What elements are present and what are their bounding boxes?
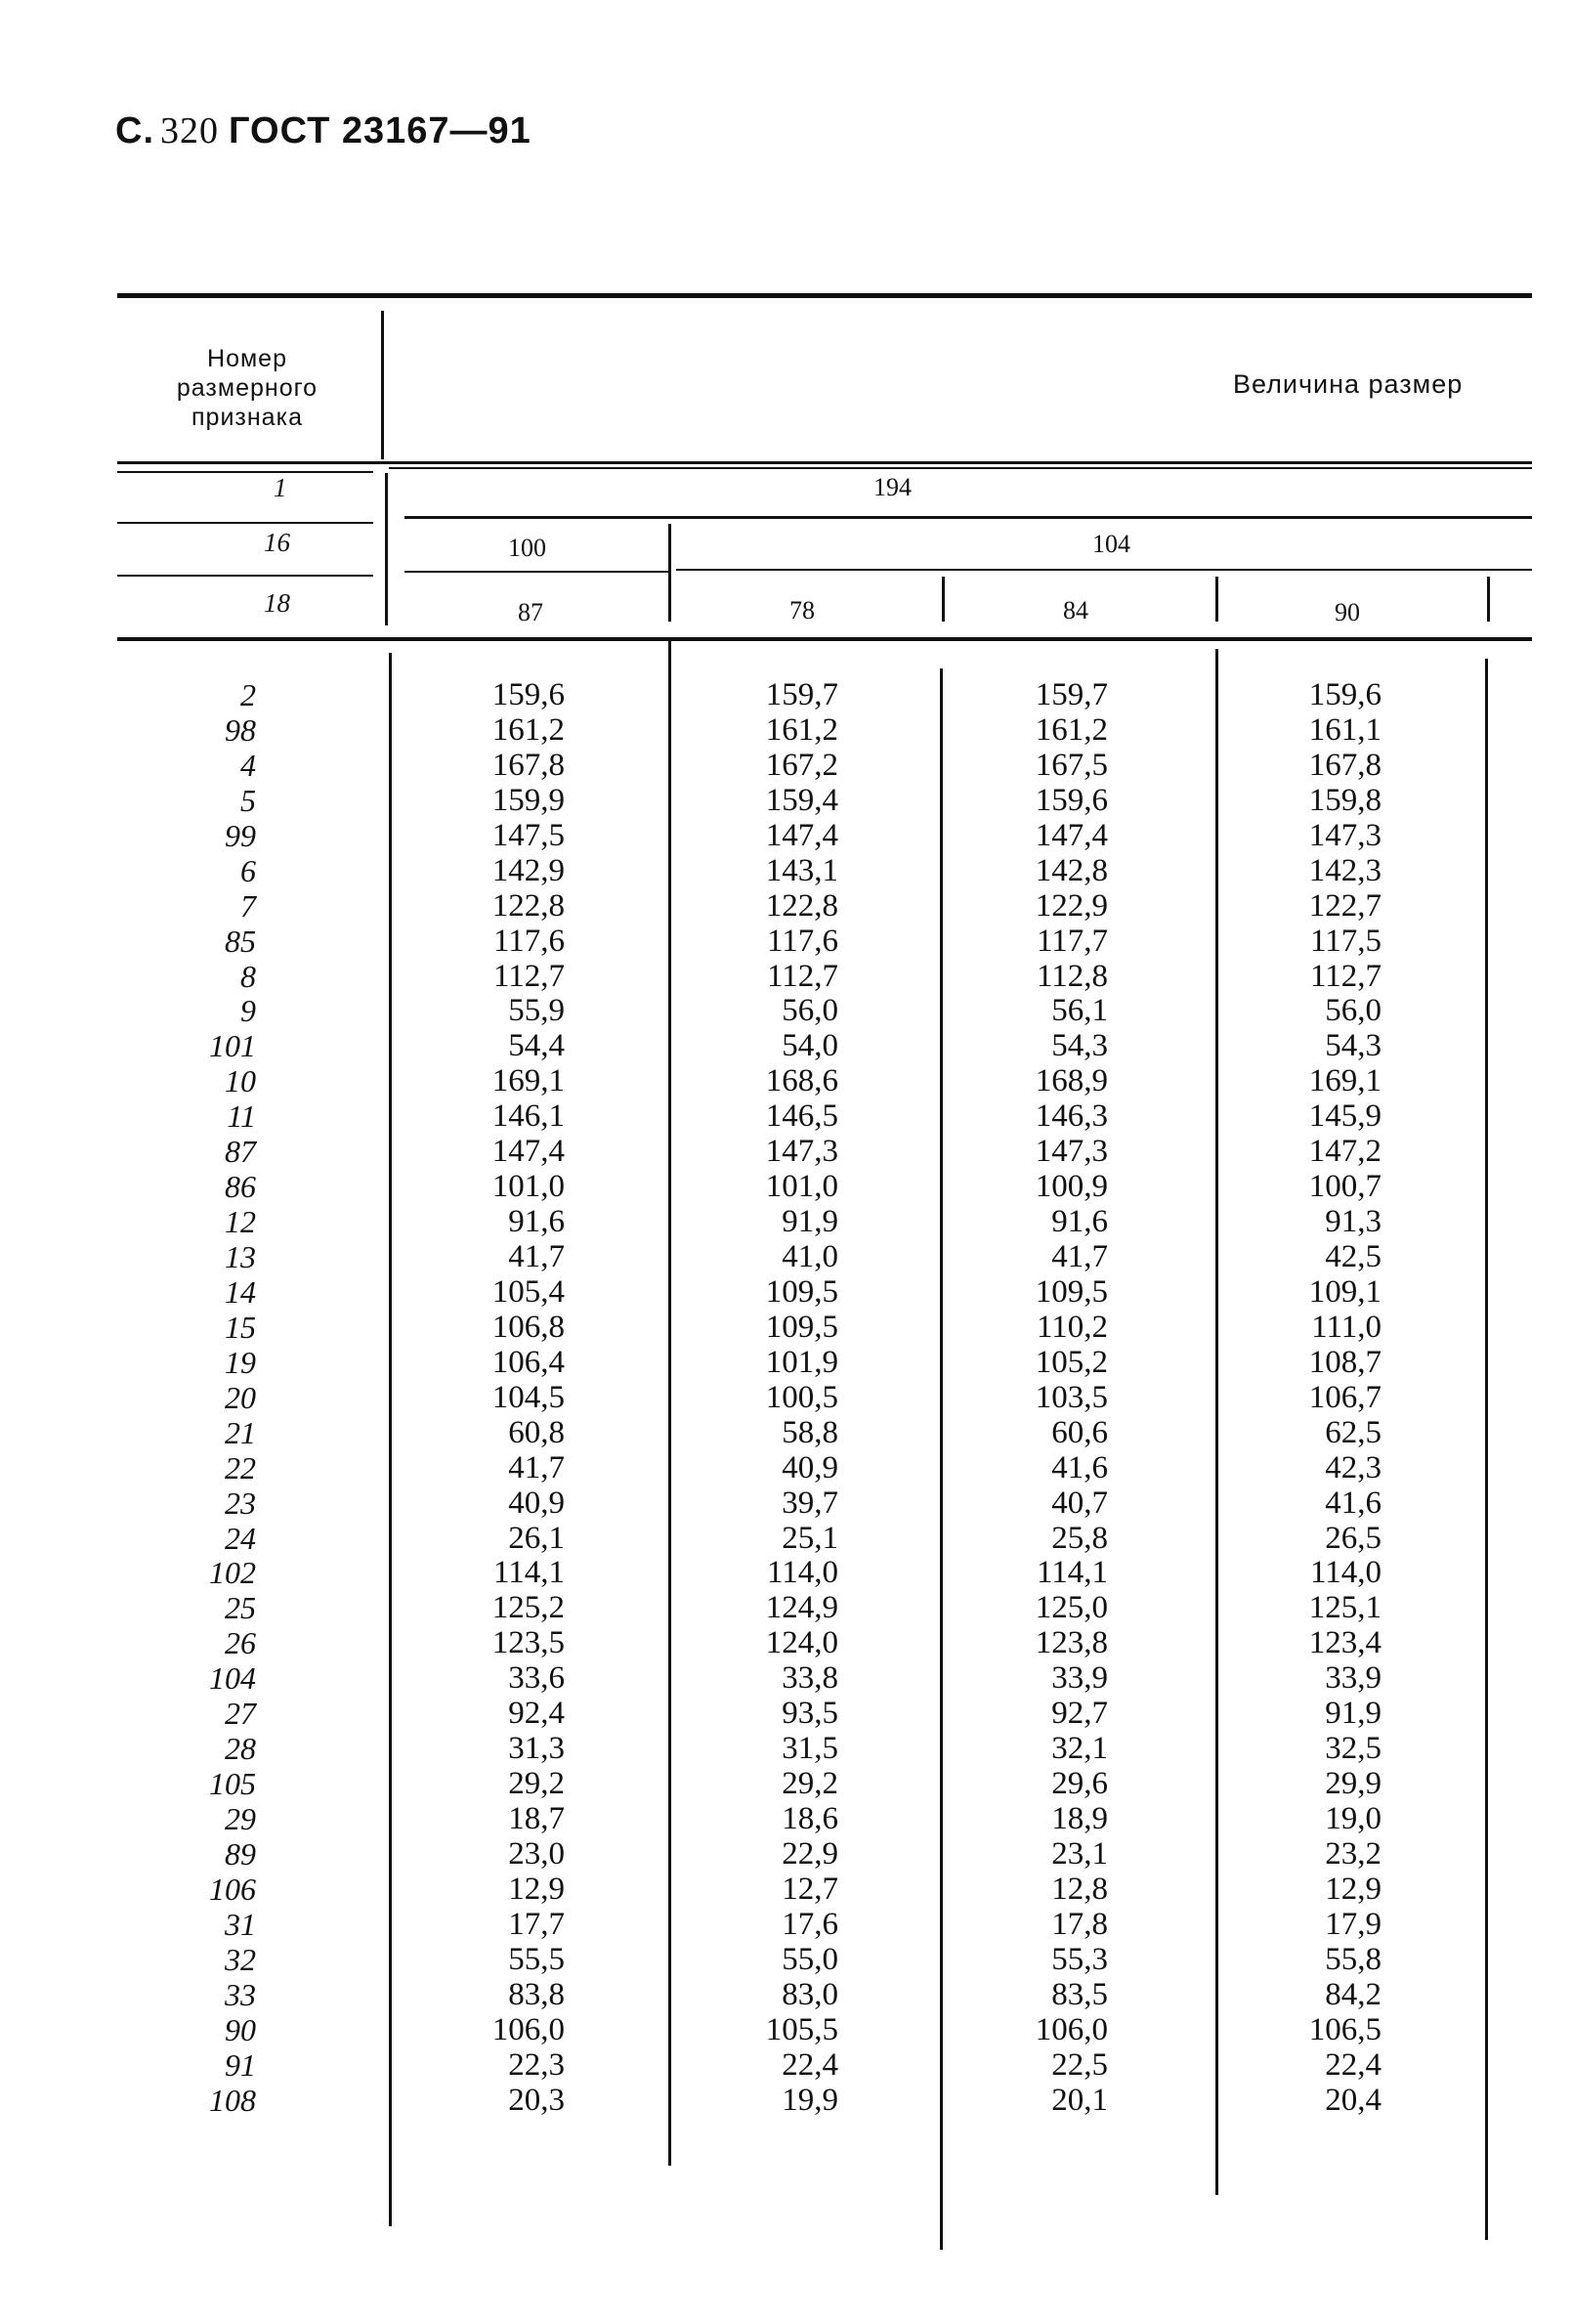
table-cell: 145,9 [1308,1098,1382,1135]
table-cell: 114,1 [492,1555,565,1591]
table-cell: 25,8 [1051,1520,1108,1556]
data-divider-1 [668,641,671,2166]
table-cell: 147,4 [765,817,838,853]
table-cell: 29,6 [1051,1766,1108,1802]
table-cell: 29,2 [782,1766,838,1802]
table-cell: 159,6 [1035,782,1108,818]
row-id: 4 [240,747,256,783]
row-id: 99 [225,817,256,853]
table-cell: 12,7 [782,1871,838,1907]
table-cell: 92,4 [508,1696,565,1732]
table-cell: 42,3 [1325,1449,1382,1485]
table-cell: 12,8 [1051,1871,1108,1907]
row-id: 7 [240,887,256,924]
table-cell: 159,6 [491,677,565,712]
page-prefix: С. [115,110,154,151]
table-cell: 122,8 [765,887,838,924]
table-cell: 109,5 [765,1309,838,1345]
row-header-line: размерного [176,374,319,402]
level-16-right-rule [404,516,1532,519]
table-cell: 55,0 [782,1941,838,1977]
table-cell: 169,1 [1308,1063,1382,1099]
table-cell: 41,7 [508,1449,565,1485]
table-cell: 142,9 [491,852,565,888]
table-cell: 83,8 [508,1976,565,2012]
table-cell: 105,4 [491,1273,565,1310]
table-cell: 105,2 [1035,1344,1108,1380]
page-number: 320 [160,110,219,151]
table-cell: 62,5 [1325,1414,1382,1450]
table-cell: 109,1 [1308,1273,1382,1310]
table-cell: 125,2 [491,1590,565,1626]
table-cell: 169,1 [491,1063,565,1099]
level-1-right-rule [389,467,1532,469]
table-cell: 167,5 [1035,747,1108,783]
table-cell: 159,7 [1035,677,1108,712]
row-header-line: Номер [207,345,287,372]
table-cell: 122,8 [491,887,565,924]
table-cell: 40,9 [782,1449,838,1485]
table-cell: 33,6 [508,1660,565,1697]
table-cell: 161,1 [1308,711,1382,748]
row-id: 32 [225,1941,256,1977]
page-header [115,109,531,152]
row-id: 14 [225,1273,256,1310]
table-cell: 33,8 [782,1660,838,1697]
table-cell: 106,5 [1308,2011,1382,2047]
table-cell: 93,5 [782,1696,838,1732]
header-divider [381,311,384,459]
table-cell: 31,5 [782,1731,838,1767]
table-cell: 12,9 [508,1871,565,1907]
table-cell: 103,5 [1035,1379,1108,1415]
value-column-78 [721,677,838,2117]
row-id: 102 [209,1555,256,1591]
level-18-id: 18 [264,588,290,618]
table-cell: 18,6 [782,1801,838,1836]
table-cell: 83,0 [782,1976,838,2012]
standard-code: ГОСТ 23167—91 [229,110,531,151]
level-18-right-rule-a [404,571,668,573]
data-divider-3 [1215,649,1218,2195]
table-cell: 168,9 [1035,1063,1108,1099]
table-cell: 117,7 [1036,923,1108,959]
table-cell: 159,4 [765,782,838,818]
table-cell: 124,9 [765,1590,838,1626]
table-cell: 26,1 [508,1520,565,1556]
table-cell: 110,2 [1036,1309,1108,1345]
table-cell: 29,9 [1325,1766,1382,1802]
table-cell: 147,4 [1035,817,1108,853]
table-cell: 124,0 [765,1625,838,1661]
table-cell: 58,8 [782,1414,838,1450]
table-cell: 91,3 [1325,1204,1382,1240]
level-divider [385,473,388,625]
table-cell: 22,4 [1325,2046,1382,2083]
row-id: 15 [225,1309,256,1345]
row-id-column [176,677,256,2117]
table-cell: 25,1 [782,1520,838,1556]
table-cell: 39,7 [782,1485,838,1521]
table-cell: 91,9 [1325,1696,1382,1732]
table-cell: 100,9 [1035,1169,1108,1205]
row-id: 9 [240,993,256,1029]
table-cell: 19,0 [1325,1801,1382,1836]
row-id: 33 [225,1976,256,2012]
table-cell: 114,1 [1036,1555,1108,1591]
table-cell: 147,3 [765,1134,838,1170]
table-cell: 60,8 [508,1414,565,1450]
table-cell: 112,8 [1036,958,1108,994]
table-cell: 20,4 [1325,2082,1382,2118]
table-cell: 142,8 [1035,852,1108,888]
table-cell: 18,7 [508,1801,565,1836]
row-id: 10 [225,1063,256,1099]
row-id: 91 [225,2046,256,2083]
table-cell: 56,1 [1051,993,1108,1029]
table-cell: 55,5 [508,1941,565,1977]
table-cell: 19,9 [782,2082,838,2118]
table-cell: 122,9 [1035,887,1108,924]
table-cell: 147,4 [491,1134,565,1170]
row-id: 85 [225,923,256,959]
table-cell: 106,4 [491,1344,565,1380]
table-cell: 159,9 [491,782,565,818]
level-18-right-rule-b [676,569,1532,571]
row-header-label [135,344,360,432]
table-cell: 123,8 [1035,1625,1108,1661]
table-cell: 55,8 [1325,1941,1382,1977]
row-id: 29 [225,1801,256,1836]
table-cell: 112,7 [766,958,838,994]
table-cell: 117,5 [1309,923,1382,959]
table-cell: 109,5 [1035,1273,1108,1310]
table-cell: 167,8 [1308,747,1382,783]
table-cell: 106,8 [491,1309,565,1345]
table-cell: 105,5 [765,2011,838,2047]
level-18-value-87: 87 [518,598,543,626]
row-id: 104 [209,1660,256,1697]
table-cell: 146,5 [765,1098,838,1135]
table-cell: 111,0 [1311,1309,1382,1345]
table-cell: 125,0 [1035,1590,1108,1626]
table-cell: 60,6 [1051,1414,1108,1450]
row-id: 86 [225,1169,256,1205]
table-cell: 109,5 [765,1273,838,1310]
table-cell: 17,9 [1325,1906,1382,1942]
table-cell: 91,9 [782,1204,838,1240]
col-divider-100-104 [668,524,671,622]
header-bottom-rule [117,461,1532,464]
row-id: 28 [225,1731,256,1767]
level-16-left-rule [117,522,373,524]
level-16-value-a: 100 [508,534,546,562]
data-divider-2 [940,668,943,2250]
row-id: 6 [240,852,256,888]
table-cell: 147,3 [1035,1134,1108,1170]
col-divider-78-84 [942,577,945,622]
level-1-value: 194 [873,473,912,501]
table-cell: 114,0 [1309,1555,1382,1591]
table-cell: 54,3 [1325,1028,1382,1064]
table-cell: 168,6 [765,1063,838,1099]
table-cell: 18,9 [1051,1801,1108,1836]
table-cell: 20,1 [1051,2082,1108,2118]
table-cell: 159,6 [1308,677,1382,712]
table-top-rule [117,293,1532,298]
value-column-84 [991,677,1108,2117]
table-cell: 101,9 [765,1344,838,1380]
data-top-rule [117,637,1532,641]
table-cell: 92,7 [1051,1696,1108,1732]
table-cell: 22,5 [1051,2046,1108,2083]
level-18-value-84: 84 [1063,596,1088,624]
table-cell: 125,1 [1308,1590,1382,1626]
table-cell: 54,3 [1051,1028,1108,1064]
table-cell: 146,3 [1035,1098,1108,1135]
table-cell: 123,5 [491,1625,565,1661]
table-cell: 55,9 [508,993,565,1029]
table-cell: 91,6 [508,1204,565,1240]
table-cell: 106,7 [1308,1379,1382,1415]
table-cell: 41,6 [1325,1485,1382,1521]
table-cell: 161,2 [765,711,838,748]
data-divider-4 [1485,659,1488,2240]
row-id: 87 [225,1134,256,1170]
level-18-value-78: 78 [789,596,815,624]
column-title: Величина размер [1233,369,1464,399]
row-id: 12 [225,1204,256,1240]
table-cell: 41,7 [508,1239,565,1274]
level-1-left-rule [117,471,373,473]
table-cell: 117,6 [766,923,838,959]
row-id: 31 [225,1906,256,1942]
table-cell: 33,9 [1325,1660,1382,1697]
table-cell: 29,2 [508,1766,565,1802]
table-cell: 40,9 [508,1485,565,1521]
row-id: 25 [225,1590,256,1626]
value-column-90 [1264,677,1382,2117]
table-cell: 32,5 [1325,1731,1382,1767]
table-cell: 42,5 [1325,1239,1382,1274]
table-cell: 112,7 [1309,958,1382,994]
table-cell: 147,5 [491,817,565,853]
table-cell: 56,0 [1325,993,1382,1029]
row-id: 13 [225,1239,256,1274]
table-cell: 167,8 [491,747,565,783]
table-cell: 100,7 [1308,1169,1382,1205]
table-cell: 122,7 [1308,887,1382,924]
table-cell: 108,7 [1308,1344,1382,1380]
table-cell: 54,4 [508,1028,565,1064]
row-id: 106 [209,1871,256,1907]
table-cell: 101,0 [765,1169,838,1205]
table-cell: 23,0 [508,1835,565,1872]
row-id: 26 [225,1625,256,1661]
table-cell: 117,6 [492,923,565,959]
data-divider-ids [389,653,392,2226]
row-id: 108 [209,2082,256,2118]
row-id: 105 [209,1766,256,1802]
table-cell: 20,3 [508,2082,565,2118]
table-cell: 104,5 [491,1379,565,1415]
table-cell: 83,5 [1051,1976,1108,2012]
col-right-edge-header [1487,577,1490,622]
table-cell: 161,2 [491,711,565,748]
table-cell: 106,0 [1035,2011,1108,2047]
row-id: 8 [240,958,256,994]
table-cell: 22,4 [782,2046,838,2083]
table-cell: 41,0 [782,1239,838,1274]
table-cell: 114,0 [766,1555,838,1591]
table-cell: 22,3 [508,2046,565,2083]
row-id: 89 [225,1835,256,1872]
col-divider-84-90 [1215,577,1218,622]
table-cell: 101,0 [491,1169,565,1205]
row-id: 98 [225,711,256,748]
table-cell: 123,4 [1308,1625,1382,1661]
table-cell: 40,7 [1051,1485,1108,1521]
table-cell: 146,1 [491,1098,565,1135]
table-cell: 23,1 [1051,1835,1108,1872]
table-cell: 54,0 [782,1028,838,1064]
table-cell: 91,6 [1051,1204,1108,1240]
table-cell: 41,6 [1051,1449,1108,1485]
row-header-line: признака [191,404,303,431]
row-id: 23 [225,1485,256,1521]
row-id: 27 [225,1696,256,1732]
row-id: 90 [225,2011,256,2047]
table-cell: 147,2 [1308,1134,1382,1170]
level-16-value-b: 104 [1092,530,1130,558]
table-cell: 55,3 [1051,1941,1108,1977]
table-cell: 159,7 [765,677,838,712]
row-id: 101 [209,1028,256,1064]
table-cell: 159,8 [1308,782,1382,818]
level-16-id: 16 [264,528,290,557]
table-cell: 17,8 [1051,1906,1108,1942]
table-cell: 84,2 [1325,1976,1382,2012]
table-cell: 142,3 [1308,852,1382,888]
row-id: 21 [225,1414,256,1450]
table-cell: 143,1 [765,852,838,888]
row-id: 5 [240,782,256,818]
table-cell: 161,2 [1035,711,1108,748]
table-cell: 22,9 [782,1835,838,1872]
row-id: 19 [225,1344,256,1380]
table-cell: 17,6 [782,1906,838,1942]
table-cell: 26,5 [1325,1520,1382,1556]
table-cell: 12,9 [1325,1871,1382,1907]
table-cell: 112,7 [492,958,565,994]
table-cell: 32,1 [1051,1731,1108,1767]
row-id: 2 [240,677,256,712]
table-cell: 33,9 [1051,1660,1108,1697]
table-cell: 106,0 [491,2011,565,2047]
table-cell: 167,2 [765,747,838,783]
table-cell: 56,0 [782,993,838,1029]
level-18-value-90: 90 [1335,598,1360,626]
value-column-87 [447,677,565,2117]
row-id: 20 [225,1379,256,1415]
row-id: 11 [227,1098,256,1135]
table-cell: 31,3 [508,1731,565,1767]
table-cell: 23,2 [1325,1835,1382,1872]
table-cell: 100,5 [765,1379,838,1415]
row-id: 22 [225,1449,256,1485]
row-id: 24 [225,1520,256,1556]
table-cell: 17,7 [508,1906,565,1942]
level-18-left-rule [117,575,373,577]
level-1-id: 1 [274,473,287,502]
table-cell: 147,3 [1308,817,1382,853]
table-cell: 41,7 [1051,1239,1108,1274]
